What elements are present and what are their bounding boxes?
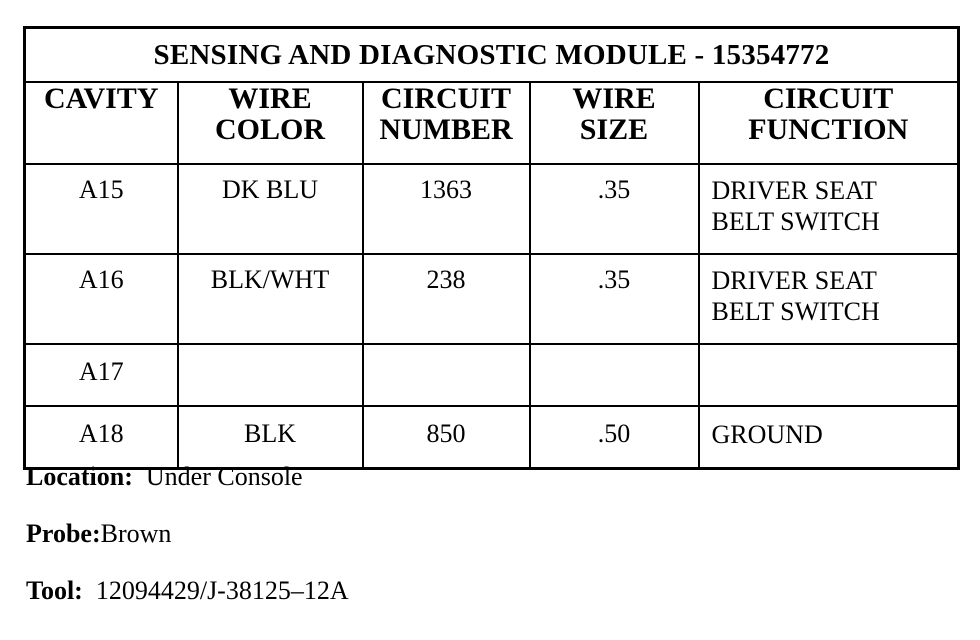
circuit-function-cell	[699, 344, 959, 406]
table-row	[25, 254, 959, 344]
probe-label: Probe:	[26, 519, 101, 548]
probe-line	[26, 519, 171, 549]
tool-line	[26, 576, 349, 606]
header-cavity: CAVITY	[25, 82, 178, 164]
wire-size-cell: .35	[530, 164, 699, 254]
header-circuit-number: CIRCUIT NUMBER	[363, 82, 530, 164]
circuit-number-cell: 1363	[363, 164, 530, 254]
table-row	[25, 344, 959, 406]
connector-pinout-table	[23, 26, 960, 470]
table-row	[25, 406, 959, 469]
cavity-cell: A16	[25, 254, 178, 344]
circuit-function-cell: DRIVER SEAT BELT SWITCH	[699, 164, 959, 254]
circuit-function-cell: GROUND	[699, 406, 959, 469]
cavity-cell: A15	[25, 164, 178, 254]
header-row	[25, 82, 959, 164]
cavity-cell: A17	[25, 344, 178, 406]
wire-size-cell: .35	[530, 254, 699, 344]
header-wire-size: WIRE SIZE	[530, 82, 699, 164]
circuit-number-cell: 238	[363, 254, 530, 344]
wire-size-cell	[530, 344, 699, 406]
location-line	[26, 462, 303, 492]
wire-color-cell: BLK/WHT	[178, 254, 363, 344]
wire-color-cell: BLK	[178, 406, 363, 469]
header-wire-color: WIRE COLOR	[178, 82, 363, 164]
header-circuit-function: CIRCUIT FUNCTION	[699, 82, 959, 164]
probe-value: Brown	[100, 519, 172, 548]
wire-size-cell: .50	[530, 406, 699, 469]
tool-label: Tool:	[26, 576, 83, 605]
table-row	[25, 164, 959, 254]
wire-color-cell	[178, 344, 363, 406]
location-label: Location:	[26, 462, 133, 491]
cavity-cell: A18	[25, 406, 178, 469]
table-title: SENSING AND DIAGNOSTIC MODULE - 15354772	[25, 28, 959, 83]
location-value: Under Console	[145, 462, 303, 491]
tool-value: 12094429/J-38125–12A	[95, 576, 349, 605]
circuit-function-cell: DRIVER SEAT BELT SWITCH	[699, 254, 959, 344]
circuit-number-cell: 850	[363, 406, 530, 469]
wire-color-cell: DK BLU	[178, 164, 363, 254]
circuit-number-cell	[363, 344, 530, 406]
